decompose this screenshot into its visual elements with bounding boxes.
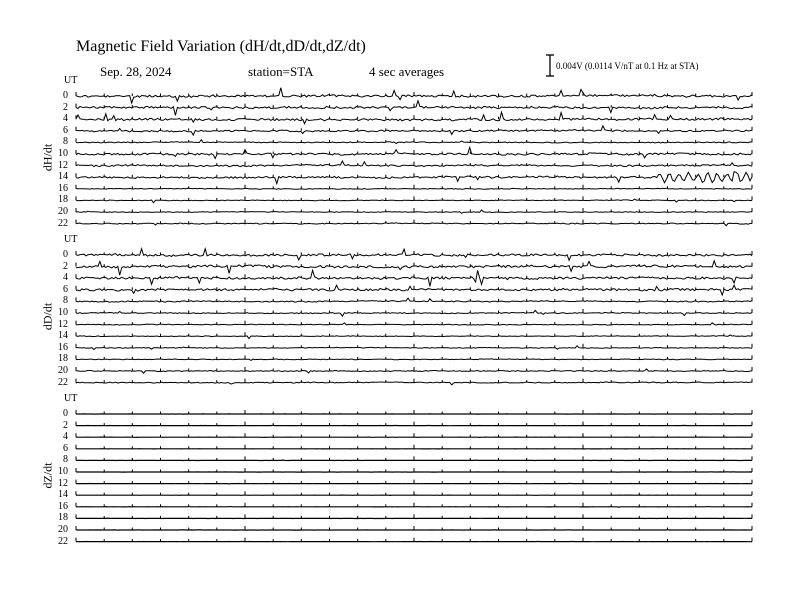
hour-label: 4 xyxy=(63,431,68,443)
hour-label: 18 xyxy=(58,353,68,365)
hour-label: 16 xyxy=(58,341,68,353)
station-label: station=STA xyxy=(248,64,314,79)
hour-label: 0 xyxy=(63,90,68,101)
component-label: dH/dt xyxy=(40,143,55,172)
hour-label: 12 xyxy=(58,477,68,489)
ut-label: UT xyxy=(64,75,78,86)
hour-label: 18 xyxy=(58,194,68,206)
hour-label: 20 xyxy=(58,365,68,376)
component-label: dD/dt xyxy=(40,302,55,331)
hour-label: 14 xyxy=(58,171,68,183)
hour-label: 22 xyxy=(58,376,68,388)
hour-label: 10 xyxy=(58,307,68,318)
hour-label: 10 xyxy=(58,466,68,477)
trace-line xyxy=(76,101,752,116)
hour-label: 6 xyxy=(63,283,68,295)
hour-label: 6 xyxy=(63,124,68,136)
hour-label: 14 xyxy=(58,489,68,501)
hour-label: 8 xyxy=(63,454,68,466)
hour-label: 10 xyxy=(58,148,68,159)
hour-label: 12 xyxy=(58,318,68,330)
hour-label: 2 xyxy=(63,419,68,431)
hour-label: 22 xyxy=(58,535,68,547)
hour-label: 0 xyxy=(63,408,68,419)
hour-label: 2 xyxy=(63,260,68,272)
hour-label: 16 xyxy=(58,182,68,194)
component-label: dZ/dt xyxy=(40,462,55,489)
hour-label: 8 xyxy=(63,136,68,148)
hour-label: 12 xyxy=(58,159,68,171)
hour-label: 18 xyxy=(58,512,68,524)
hour-label: 0 xyxy=(63,249,68,260)
hour-label: 4 xyxy=(63,113,68,125)
scale-bar xyxy=(546,55,554,76)
chart-title: Magnetic Field Variation (dH/dt,dD/dt,dZ/dt) xyxy=(76,38,366,55)
scale-bar-label: 0.004V (0.0114 V/nT at 0.1 Hz at STA) xyxy=(556,61,699,71)
hour-label: 20 xyxy=(58,524,68,535)
hour-label: 20 xyxy=(58,206,68,217)
hour-label: 14 xyxy=(58,330,68,342)
hour-label: 8 xyxy=(63,295,68,307)
hour-label: 2 xyxy=(63,101,68,113)
ut-label: UT xyxy=(64,393,78,404)
hour-label: 4 xyxy=(63,272,68,284)
hour-label: 22 xyxy=(58,217,68,229)
trace-line xyxy=(76,270,752,286)
ut-label: UT xyxy=(64,234,78,245)
hour-label: 6 xyxy=(63,442,68,454)
averaging-label: 4 sec averages xyxy=(369,64,445,79)
hour-label: 16 xyxy=(58,500,68,512)
date-label: Sep. 28, 2024 xyxy=(100,64,172,79)
